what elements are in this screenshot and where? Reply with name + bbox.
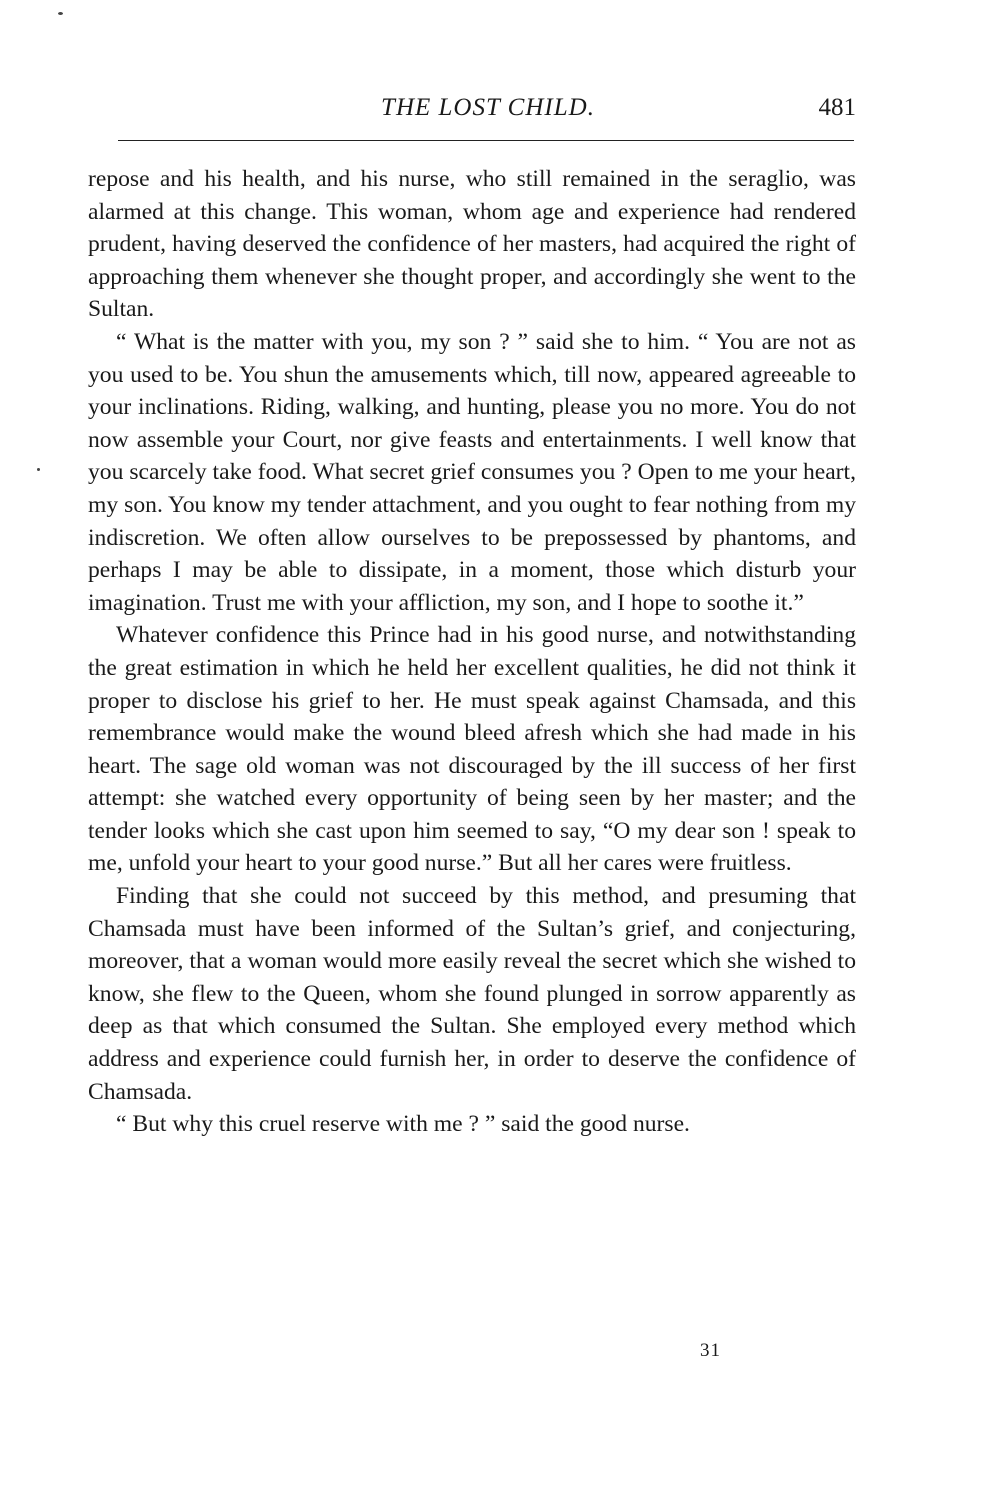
page-number: 481: [818, 94, 856, 121]
scan-speck: [37, 468, 40, 471]
paragraph: Whatever confidence this Prince had in his good nurse, and notwithstanding the great estimation in which he held her excellent qualities, he did not think it proper to disclose his grief to her. He must speak against Chamsada, and this remembrance would make the wound bleed afresh which she had made in his heart. The sage old woman was not discouraged by the ill success of her first attempt: she watched every opportunity of being seen by her master; and the tender looks which she cast upon him seemed to say, “O my dear son ! speak to me, unfold your heart to your good nurse.” But all her cares were fruitless.: [88, 622, 856, 877]
paragraph: “ But why this cruel reserve with me ? ” said the good nurse.: [116, 1111, 690, 1138]
page-header: [118, 94, 858, 130]
signature-mark: 31: [700, 1340, 721, 1361]
paragraph: Finding that she could not succeed by this method, and presuming that Chamsada must have been informed of the Sultan’s grief, and conjecturing, moreover, that a woman would more easily reveal the secret which she wished to know, she flew to the Queen, whom she found plunged in sorrow apparently as deep as that which consumed the Sultan. She employed every method which address and experience could furnish her, in order to deserve the confidence of Chamsada.: [88, 883, 856, 1105]
running-title: THE LOST CHILD.: [381, 94, 595, 121]
body-text: [88, 163, 856, 1141]
paragraph: repose and his health, and his nurse, who still remained in the seraglio, was alarmed at this change. This woman, whom age and experience had rendered prudent, having deserved the confidence of her masters, had acquired the right of approaching them whenever she thought proper, and accordingly she went to the Sultan.: [88, 166, 856, 323]
scan-speck: [58, 12, 63, 15]
header-rule: [118, 140, 854, 141]
paragraph: “ What is the matter with you, my son ? ” said she to him. “ You are not as you used to be. You shun the amusements which, till now, appeared agreeable to your inclinations. Riding, walking, and hunting, please you no more. You do not now assemble your Court, nor give feasts and entertainments. I well know that you scarcely take food. What secret grief consumes you ? Open to me your heart, my son. You know my tender attachment, and you ought to fear nothing from my indiscretion. We often allow ourselves to be prepossessed by phantoms, and perhaps I may be able to dissipate, in a moment, those which disturb your imagination. Trust me with your affliction, my son, and I hope to soothe it.”: [88, 328, 856, 616]
